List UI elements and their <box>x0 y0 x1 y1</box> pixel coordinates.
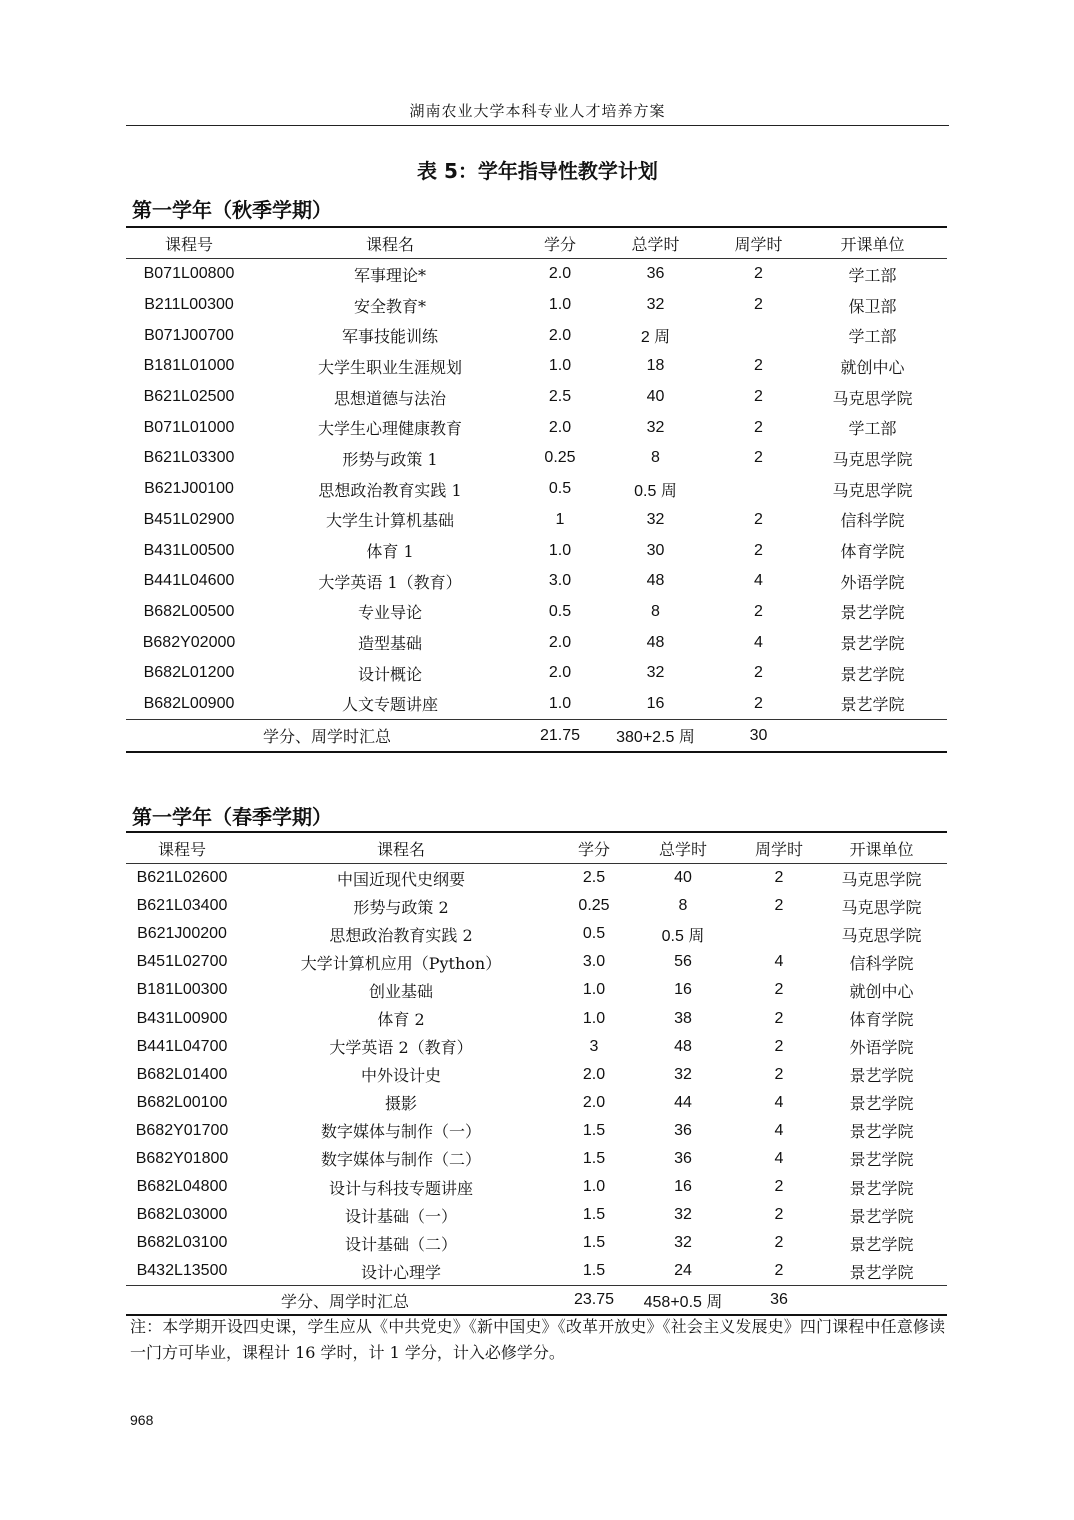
cell-course-code: B441L04700 <box>136 1037 228 1055</box>
cell-course-name: 大学生心理健康教育 <box>317 419 462 439</box>
cell-total-hours: 24 <box>674 1262 692 1280</box>
cell-total-hours: 32 <box>646 418 665 436</box>
cell-course-code: B621L02600 <box>136 869 228 887</box>
cell-course-name: 专业导论 <box>357 603 422 623</box>
header-department: 开课单位 <box>816 832 947 864</box>
table-header-row <box>126 832 947 864</box>
table-row <box>126 259 947 290</box>
cell-weekly-hours: 2 <box>754 510 763 528</box>
cell-course-code: B211L00300 <box>144 296 234 314</box>
cell-credits: 2.0 <box>582 1093 606 1111</box>
cell-course-code: B682L03000 <box>136 1206 228 1224</box>
table-row <box>126 290 947 321</box>
cell-weekly-hours: 2 <box>754 357 763 375</box>
cell-course-name: 大学英语 1（教育） <box>318 572 462 592</box>
table-row <box>126 320 947 351</box>
cell-department: 景艺学院 <box>849 1206 914 1226</box>
cell-course-code: B682L00500 <box>143 602 235 620</box>
cell-total-hours: 0.5 周 <box>661 927 705 945</box>
cell-total-hours: 56 <box>674 953 692 971</box>
cell-department: 景艺学院 <box>849 1178 914 1198</box>
cell-weekly-hours: 4 <box>754 572 763 590</box>
cell-total-hours: 36 <box>674 1121 692 1139</box>
cell-credits: 3.0 <box>582 953 606 971</box>
cell-course-code: B431L00500 <box>143 541 235 559</box>
cell-weekly-hours: 4 <box>774 1121 784 1139</box>
cell-total-hours: 16 <box>674 1178 692 1196</box>
cell-course-name: 大学计算机应用（Python） <box>300 953 502 973</box>
cell-credits: 1.0 <box>582 1009 606 1027</box>
cell-department: 学工部 <box>848 419 897 439</box>
cell-department: 景艺学院 <box>840 695 905 715</box>
cell-credits: 0.5 <box>582 925 606 943</box>
table-row <box>126 1004 947 1032</box>
cell-course-name: 大学生职业生涯规划 <box>317 357 462 377</box>
total-credits: 21.75 <box>528 720 592 753</box>
header-course-code: 课程号 <box>126 832 238 864</box>
cell-course-name: 人文专题讲座 <box>341 695 438 715</box>
cell-total-hours: 8 <box>651 602 660 620</box>
cell-course-code: B682Y02000 <box>142 633 236 651</box>
cell-weekly-hours: 2 <box>774 1262 784 1280</box>
total-row <box>126 1286 947 1316</box>
table-row <box>126 535 947 566</box>
cell-credits: 1.5 <box>582 1121 606 1139</box>
cell-weekly-hours <box>719 474 798 505</box>
page-number: 968 <box>130 1412 154 1428</box>
table-row <box>126 597 947 628</box>
cell-course-name: 思想道德与法治 <box>333 388 446 408</box>
cell-course-name: 思想政治教育实践 1 <box>318 480 462 500</box>
cell-course-code: B431L00900 <box>136 1009 228 1027</box>
cell-department: 信科学院 <box>840 511 905 531</box>
footnote: 注：本学期开设四史课，学生应从《中共党史》《新中国史》《改革开放史》《社会主义发展史》四门课程中任意修读一门方可毕业，课程计 16 学时，计 1 学分，计入必修学分。 <box>130 1317 945 1362</box>
total-label: 学分、周学时汇总 <box>126 720 528 753</box>
header-weekly-hours: 周学时 <box>719 227 798 259</box>
cell-course-code: B621L03400 <box>136 897 228 915</box>
table-row <box>126 920 947 948</box>
cell-department: 景艺学院 <box>849 1066 914 1086</box>
table-row <box>126 1089 947 1117</box>
cell-course-code: B621J00200 <box>137 925 227 943</box>
cell-department: 景艺学院 <box>849 1094 914 1114</box>
cell-credits: 2.0 <box>548 265 572 283</box>
cell-course-name: 设计基础（二） <box>344 1234 457 1254</box>
cell-course-code: B432L13500 <box>136 1262 228 1280</box>
cell-course-code: B682Y01700 <box>135 1121 229 1139</box>
table-row <box>126 382 947 413</box>
cell-total-hours: 18 <box>646 357 665 375</box>
cell-weekly-hours: 2 <box>754 694 763 712</box>
total-empty-cell <box>816 1286 947 1316</box>
cell-department: 景艺学院 <box>849 1234 914 1254</box>
cell-department: 马克思学院 <box>832 449 913 469</box>
cell-course-code: B682L01200 <box>143 664 235 682</box>
cell-credits: 3 <box>589 1037 599 1055</box>
cell-course-code: B071L01000 <box>143 418 235 436</box>
cell-total-hours: 48 <box>674 1037 692 1055</box>
cell-course-name: 形势与政策 1 <box>342 449 438 469</box>
cell-department: 信科学院 <box>849 953 914 973</box>
cell-weekly-hours: 2 <box>754 265 763 283</box>
cell-course-code: B071L00800 <box>143 265 235 283</box>
cell-department: 马克思学院 <box>832 388 913 408</box>
cell-credits: 1.5 <box>582 1262 606 1280</box>
table-row <box>126 864 947 893</box>
cell-department: 景艺学院 <box>849 1150 914 1170</box>
cell-total-hours: 32 <box>646 510 665 528</box>
table-row <box>126 1145 947 1173</box>
total-credits: 23.75 <box>564 1286 624 1316</box>
cell-course-code: B451L02900 <box>143 510 235 528</box>
cell-total-hours: 0.5 周 <box>634 482 677 500</box>
cell-department: 马克思学院 <box>832 480 913 500</box>
header-department: 开课单位 <box>798 227 947 259</box>
cell-course-name: 数字媒体与制作（二） <box>320 1150 481 1170</box>
cell-total-hours: 48 <box>646 572 665 590</box>
cell-weekly-hours: 2 <box>774 1009 784 1027</box>
cell-department: 学工部 <box>848 265 897 285</box>
cell-total-hours: 32 <box>674 1065 692 1083</box>
cell-course-code: B441L04600 <box>143 572 235 590</box>
header-course-code: 课程号 <box>126 227 252 259</box>
cell-course-name: 安全教育* <box>353 296 426 316</box>
table-row <box>126 351 947 382</box>
cell-department: 景艺学院 <box>840 603 905 623</box>
cell-weekly-hours <box>742 920 816 948</box>
cell-course-name: 形势与政策 2 <box>353 897 449 917</box>
table-row <box>126 1033 947 1061</box>
cell-credits: 0.25 <box>544 449 576 467</box>
cell-credits: 1 <box>555 510 565 528</box>
cell-weekly-hours: 2 <box>774 981 784 999</box>
cell-course-code: B071J00700 <box>144 326 234 344</box>
table-row <box>126 1229 947 1257</box>
table-row <box>126 566 947 597</box>
table-row <box>126 443 947 474</box>
cell-weekly-hours: 2 <box>754 296 763 314</box>
cell-course-name: 设计基础（一） <box>344 1206 457 1226</box>
cell-total-hours: 2 周 <box>640 329 671 347</box>
cell-credits: 1.0 <box>582 981 606 999</box>
running-header: 湖南农业大学本科专业人才培养方案 <box>409 102 666 120</box>
cell-weekly-hours: 2 <box>754 418 763 436</box>
cell-course-name: 数字媒体与制作（一） <box>320 1122 481 1142</box>
cell-course-name: 军事理论* <box>353 265 426 285</box>
cell-course-name: 创业基础 <box>368 981 433 1001</box>
table-row <box>126 1201 947 1229</box>
cell-course-code: B682L03100 <box>136 1234 228 1252</box>
cell-total-hours: 8 <box>678 897 688 915</box>
cell-weekly-hours: 2 <box>754 541 763 559</box>
cell-credits: 1.5 <box>582 1149 606 1167</box>
cell-course-name: 体育 2 <box>377 1010 425 1030</box>
cell-credits: 1.5 <box>582 1206 606 1224</box>
table-row <box>126 1061 947 1089</box>
cell-credits: 1.0 <box>548 541 572 559</box>
table-row <box>126 892 947 920</box>
cell-weekly-hours: 4 <box>754 633 763 651</box>
cell-course-name: 思想政治教育实践 2 <box>329 925 473 945</box>
cell-course-name: 设计心理学 <box>360 1262 441 1282</box>
cell-total-hours: 30 <box>646 541 665 559</box>
total-label: 学分、周学时汇总 <box>126 1286 564 1316</box>
cell-course-code: B451L02700 <box>136 953 228 971</box>
cell-credits: 2.5 <box>582 869 606 887</box>
header-rule <box>126 125 949 126</box>
cell-department: 马克思学院 <box>841 869 922 889</box>
cell-total-hours: 8 <box>651 449 660 467</box>
cell-course-name: 中国近现代史纲要 <box>336 869 465 889</box>
cell-weekly-hours: 2 <box>774 1178 784 1196</box>
cell-credits: 3.0 <box>548 572 572 590</box>
cell-weekly-hours: 4 <box>774 1093 784 1111</box>
cell-total-hours: 32 <box>674 1206 692 1224</box>
cell-department: 马克思学院 <box>841 897 922 917</box>
cell-weekly-hours: 2 <box>774 1206 784 1224</box>
header-course-name: 课程名 <box>238 832 564 864</box>
cell-credits: 1.0 <box>548 694 572 712</box>
cell-credits: 2.0 <box>548 664 572 682</box>
table-body <box>126 259 947 720</box>
cell-total-hours: 16 <box>646 694 665 712</box>
cell-weekly-hours: 2 <box>774 897 784 915</box>
cell-credits: 2.5 <box>548 388 572 406</box>
section-title-autumn: 第一学年（秋季学期） <box>132 198 332 222</box>
cell-department: 外语学院 <box>849 1038 914 1058</box>
course-table-autumn <box>126 226 947 753</box>
cell-course-code: B621L02500 <box>143 388 235 406</box>
header-course-name: 课程名 <box>252 227 528 259</box>
cell-total-hours: 36 <box>674 1149 692 1167</box>
cell-credits: 1.0 <box>548 296 572 314</box>
cell-credits: 0.5 <box>548 480 572 498</box>
cell-course-code: B682L00900 <box>143 694 235 712</box>
page-title: 表 5：学年指导性教学计划 <box>417 159 658 183</box>
table-row <box>126 1257 947 1286</box>
cell-weekly-hours: 4 <box>774 1149 784 1167</box>
cell-credits: 2.0 <box>548 326 572 344</box>
cell-credits: 1.5 <box>582 1234 606 1252</box>
cell-weekly-hours: 2 <box>774 1037 784 1055</box>
cell-credits: 2.0 <box>582 1065 606 1083</box>
section-title-spring: 第一学年（春季学期） <box>132 805 332 829</box>
cell-course-code: B621J00100 <box>144 480 234 498</box>
cell-weekly-hours: 2 <box>774 1065 784 1083</box>
cell-course-name: 中外设计史 <box>360 1066 441 1086</box>
cell-total-hours: 32 <box>646 664 665 682</box>
cell-course-code: B621L03300 <box>143 449 235 467</box>
cell-credits: 1.0 <box>582 1178 606 1196</box>
cell-course-name: 造型基础 <box>357 634 422 654</box>
cell-course-name: 军事技能训练 <box>341 327 438 347</box>
cell-department: 景艺学院 <box>840 634 905 654</box>
cell-course-name: 体育 1 <box>366 542 414 562</box>
cell-course-code: B181L00300 <box>136 981 228 999</box>
table-row <box>126 627 947 658</box>
table-row <box>126 689 947 720</box>
cell-weekly-hours: 2 <box>754 602 763 620</box>
cell-department: 景艺学院 <box>840 664 905 684</box>
total-empty-cell <box>798 720 947 753</box>
cell-total-hours: 44 <box>674 1093 692 1111</box>
header-credits: 学分 <box>528 227 592 259</box>
cell-course-name: 设计概论 <box>357 664 422 684</box>
cell-credits: 0.25 <box>578 897 610 915</box>
cell-department: 就创中心 <box>840 357 905 377</box>
cell-course-name: 摄影 <box>384 1094 417 1114</box>
cell-weekly-hours: 2 <box>754 449 763 467</box>
total-row <box>126 720 947 753</box>
cell-course-code: B682L04800 <box>136 1178 228 1196</box>
cell-total-hours: 38 <box>674 1009 692 1027</box>
cell-total-hours: 48 <box>646 633 665 651</box>
table-row <box>126 948 947 976</box>
table-row <box>126 1117 947 1145</box>
cell-credits: 2.0 <box>548 418 572 436</box>
cell-credits: 1.0 <box>548 357 572 375</box>
table-header-row <box>126 227 947 259</box>
cell-course-code: B682L01400 <box>136 1065 228 1083</box>
total-hours: 458+0.5 周 <box>624 1286 742 1316</box>
cell-department: 马克思学院 <box>841 925 922 945</box>
cell-weekly-hours <box>719 320 798 351</box>
cell-course-name: 设计与科技专题讲座 <box>328 1178 473 1198</box>
table-row <box>126 412 947 443</box>
table-row <box>126 1173 947 1201</box>
cell-total-hours: 36 <box>646 265 665 283</box>
cell-weekly-hours: 2 <box>754 664 763 682</box>
cell-department: 学工部 <box>848 327 897 347</box>
header-credits: 学分 <box>564 832 624 864</box>
cell-weekly-hours: 2 <box>754 388 763 406</box>
cell-weekly-hours: 2 <box>774 869 784 887</box>
cell-total-hours: 32 <box>674 1234 692 1252</box>
cell-department: 就创中心 <box>849 981 914 1001</box>
table-row <box>126 658 947 689</box>
table-row <box>126 505 947 536</box>
cell-course-code: B682Y01800 <box>135 1149 229 1167</box>
table-row <box>126 976 947 1004</box>
cell-course-code: B682L00100 <box>136 1093 228 1111</box>
cell-department: 体育学院 <box>840 542 905 562</box>
cell-weekly-hours: 2 <box>774 1234 784 1252</box>
header-weekly-hours: 周学时 <box>742 832 816 864</box>
cell-course-name: 大学生计算机基础 <box>325 511 454 531</box>
cell-credits: 0.5 <box>548 602 572 620</box>
cell-credits: 2.0 <box>548 633 572 651</box>
cell-department: 景艺学院 <box>849 1262 914 1282</box>
total-weekly-hours: 36 <box>742 1286 816 1316</box>
cell-total-hours: 40 <box>646 388 665 406</box>
table-body <box>126 864 947 1286</box>
table-row <box>126 474 947 505</box>
cell-weekly-hours: 4 <box>774 953 784 971</box>
cell-department: 体育学院 <box>849 1010 914 1030</box>
total-weekly-hours: 30 <box>719 720 798 753</box>
cell-department: 景艺学院 <box>849 1122 914 1142</box>
cell-course-code: B181L01000 <box>143 357 235 375</box>
cell-course-name: 大学英语 2（教育） <box>329 1038 473 1058</box>
cell-department: 外语学院 <box>840 572 905 592</box>
total-hours: 380+2.5 周 <box>592 720 719 753</box>
header-total-hours: 总学时 <box>592 227 719 259</box>
cell-total-hours: 16 <box>674 981 692 999</box>
cell-total-hours: 40 <box>674 869 692 887</box>
cell-department: 保卫部 <box>848 296 897 316</box>
header-total-hours: 总学时 <box>624 832 742 864</box>
cell-total-hours: 32 <box>646 296 665 314</box>
course-table-spring <box>126 831 947 1316</box>
